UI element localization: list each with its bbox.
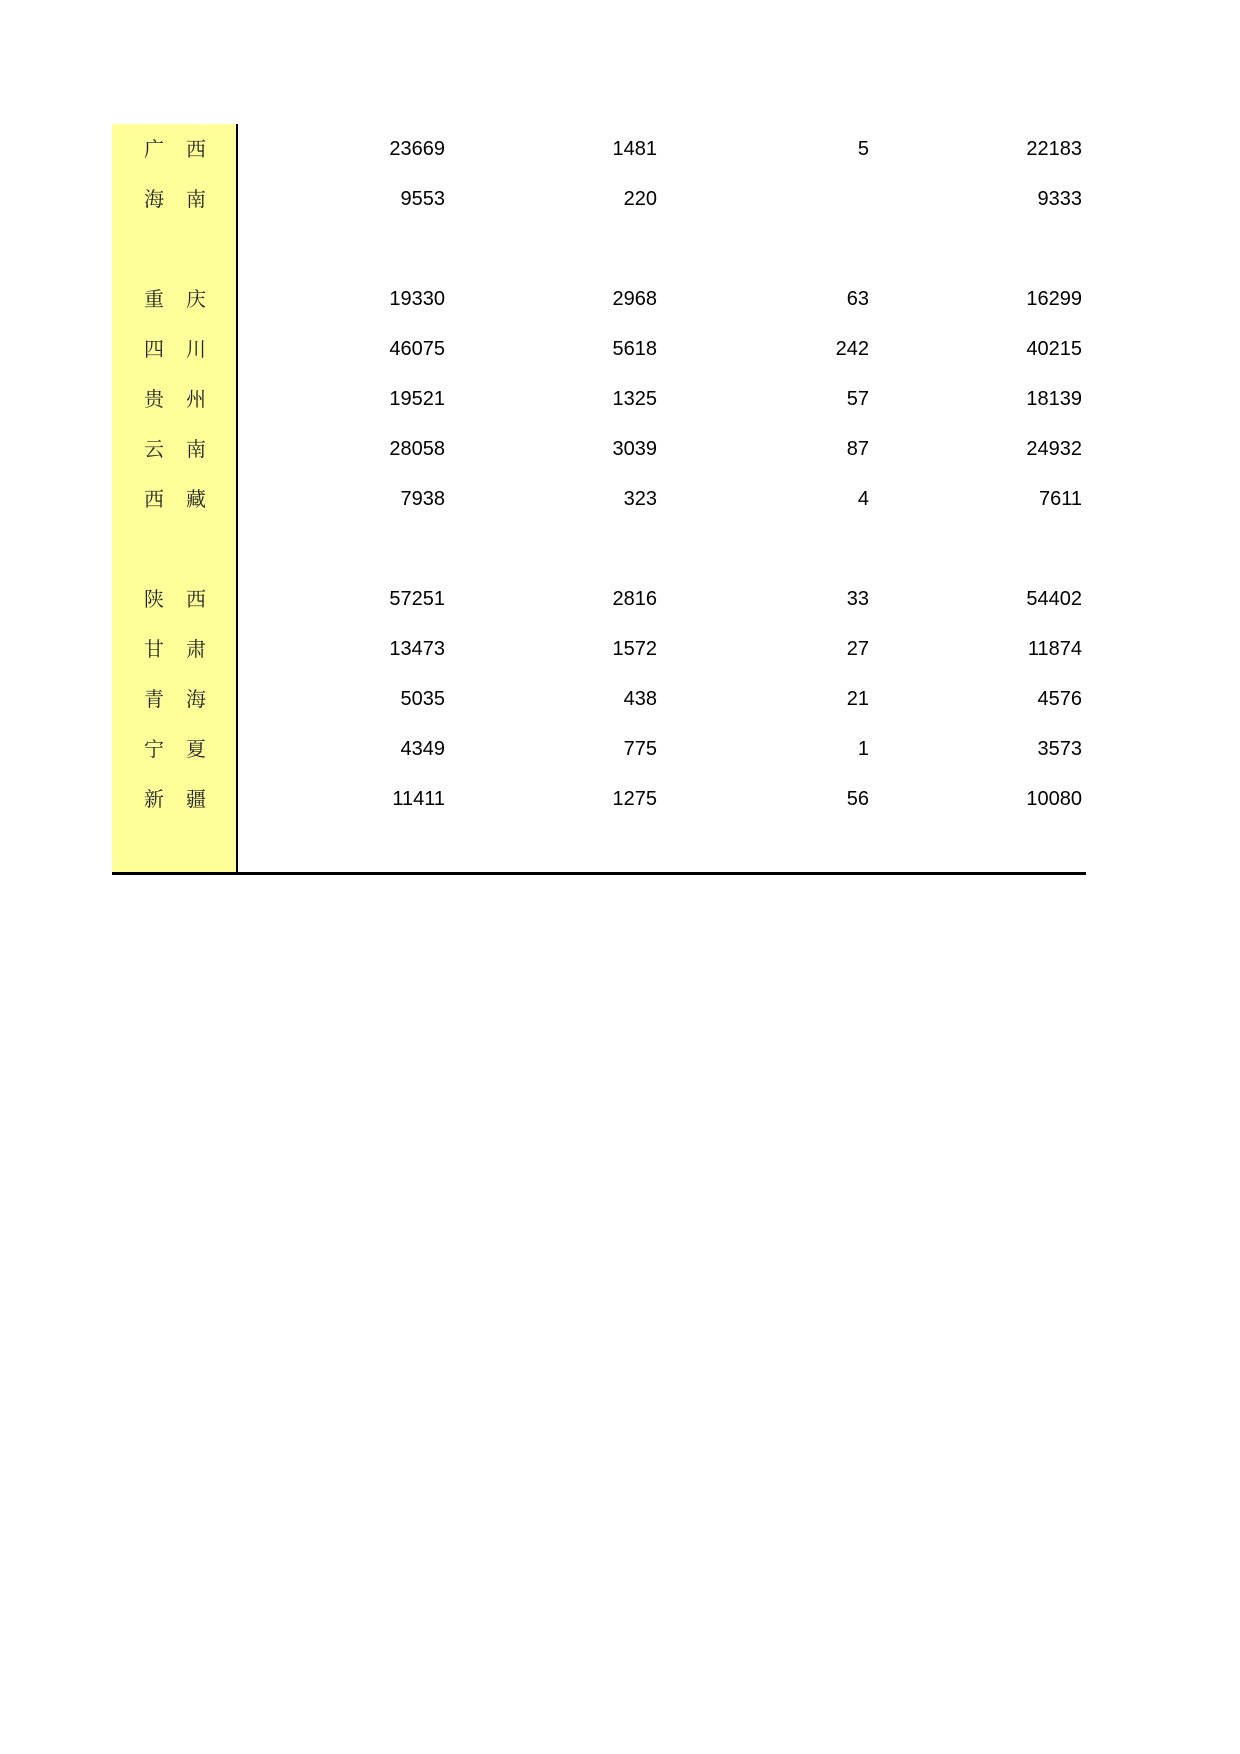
value-col-4: 7611 — [1038, 488, 1082, 510]
table-row: 贵 州 19521 1325 57 18139 — [112, 374, 1086, 424]
value-col-2: 3039 — [612, 438, 657, 460]
value-col-4: 10080 — [1026, 788, 1082, 810]
table-row: 四 川 46075 5618 242 40215 — [112, 324, 1086, 374]
value-col-4: 9333 — [1037, 188, 1082, 210]
value-col-2: 438 — [623, 688, 657, 710]
value-col-3: 57 — [846, 388, 869, 410]
value-col-3: 87 — [846, 438, 869, 460]
value-col-4: 18139 — [1026, 388, 1082, 410]
value-col-4: 4576 — [1037, 688, 1082, 710]
table-bottom-border — [112, 872, 1086, 875]
value-col-4: 40215 — [1026, 338, 1082, 360]
value-col-4: 3573 — [1037, 738, 1082, 760]
value-col-1: 19521 — [389, 388, 445, 410]
value-col-1: 46075 — [389, 338, 445, 360]
value-col-2: 2968 — [612, 288, 657, 310]
value-col-1: 9553 — [400, 188, 445, 210]
value-col-3 — [709, 174, 869, 224]
table-row: 宁 夏 4349 775 1 3573 — [112, 724, 1086, 774]
value-col-1: 7938 — [400, 488, 445, 510]
table-row: 陕 西 57251 2816 33 54402 — [112, 574, 1086, 624]
value-col-4: 16299 — [1026, 288, 1082, 310]
value-col-1: 28058 — [389, 438, 445, 460]
value-col-3: 4 — [857, 488, 869, 510]
table-row: 海 南 9553 220 9333 — [112, 174, 1086, 224]
data-table — [112, 124, 1086, 874]
table-row: 青 海 5035 438 21 4576 — [112, 674, 1086, 724]
table-row: 云 南 28058 3039 87 24932 — [112, 424, 1086, 474]
value-col-4: 22183 — [1026, 138, 1082, 160]
value-col-3: 242 — [835, 338, 869, 360]
value-col-2: 1275 — [612, 788, 657, 810]
value-col-2: 1572 — [612, 638, 657, 660]
table-row: 甘 肃 13473 1572 27 11874 — [112, 624, 1086, 674]
table-row: 新 疆 11411 1275 56 10080 — [112, 774, 1086, 824]
group-spacer-row — [112, 224, 1086, 274]
value-col-1: 5035 — [400, 688, 445, 710]
table-body — [112, 124, 1086, 824]
value-col-2: 323 — [623, 488, 657, 510]
value-col-4: 24932 — [1026, 438, 1082, 460]
value-col-3: 1 — [857, 738, 869, 760]
value-col-1: 13473 — [389, 638, 445, 660]
value-col-2: 5618 — [612, 338, 657, 360]
value-col-3: 33 — [846, 588, 869, 610]
group-spacer-row — [112, 524, 1086, 574]
value-col-4: 11874 — [1027, 638, 1082, 660]
value-col-4: 54402 — [1026, 588, 1082, 610]
value-col-3: 63 — [846, 288, 869, 310]
value-col-2: 775 — [623, 738, 657, 760]
value-col-2: 1481 — [612, 138, 657, 160]
value-col-3: 27 — [846, 638, 869, 660]
value-col-3: 5 — [857, 138, 869, 160]
table-row: 广 西 23669 1481 5 22183 — [112, 124, 1086, 174]
value-col-1: 57251 — [389, 588, 445, 610]
table-row: 重 庆 19330 2968 63 16299 — [112, 274, 1086, 324]
value-col-2: 2816 — [612, 588, 657, 610]
value-col-1: 4349 — [400, 738, 445, 760]
value-col-2: 1325 — [612, 388, 657, 410]
value-col-3: 56 — [846, 788, 869, 810]
value-col-1: 11411 — [392, 788, 445, 810]
table-row: 西 藏 7938 323 4 7611 — [112, 474, 1086, 524]
value-col-1: 19330 — [389, 288, 445, 310]
value-col-2: 220 — [623, 188, 657, 210]
value-col-1: 23669 — [389, 138, 445, 160]
value-col-3: 21 — [846, 688, 869, 710]
